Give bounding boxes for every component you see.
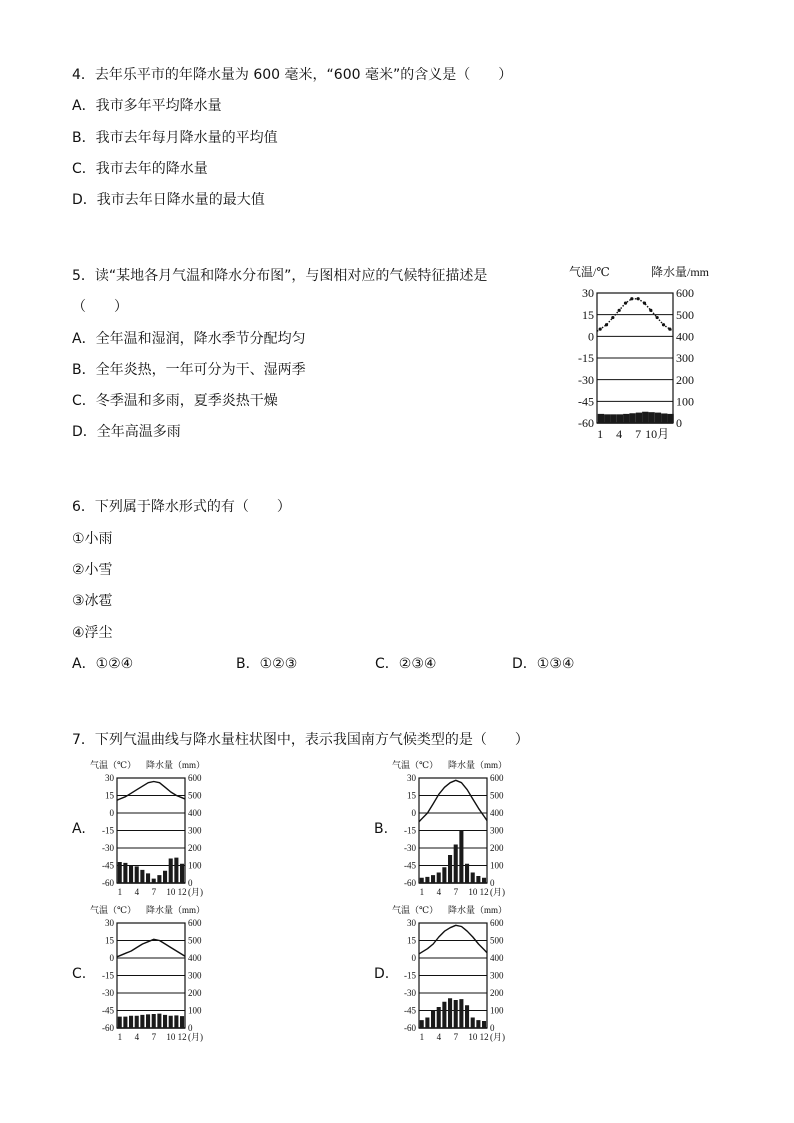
temp-tick-label: 0 bbox=[411, 808, 416, 819]
precip-bar bbox=[140, 1015, 144, 1028]
precip-tick-label: 0 bbox=[188, 878, 193, 889]
q6-item-3: ③冰雹 bbox=[72, 593, 113, 609]
precip-bar bbox=[163, 1015, 167, 1028]
x-tick-label: 4 bbox=[436, 887, 442, 897]
temperature-point bbox=[599, 328, 602, 331]
precip-bar bbox=[636, 413, 642, 423]
temp-tick-label: 15 bbox=[407, 935, 416, 946]
x-unit-label: (月) bbox=[490, 887, 505, 897]
precip-tick-label: 500 bbox=[188, 790, 202, 801]
temp-tick-label: 15 bbox=[582, 307, 594, 322]
precip-tick-label: 500 bbox=[490, 790, 504, 801]
temperature-point bbox=[656, 316, 659, 319]
x-tick-label: 7 bbox=[635, 427, 642, 441]
q6-item-1: ①小雨 bbox=[72, 531, 113, 547]
x-tick-label: 10月 bbox=[645, 427, 670, 441]
precip-bar bbox=[157, 1014, 161, 1028]
temp-tick-label: 30 bbox=[582, 286, 594, 301]
q7-chart-c bbox=[88, 903, 238, 1043]
x-tick-label: 1 bbox=[419, 887, 425, 897]
temperature-point bbox=[611, 316, 614, 319]
temp-axis-label: 气温/℃ bbox=[569, 265, 610, 279]
precip-bar bbox=[465, 1005, 469, 1028]
x-unit-label: (月) bbox=[188, 887, 203, 897]
precip-bar bbox=[425, 877, 429, 883]
precip-bar bbox=[420, 878, 424, 883]
temp-tick-label: 0 bbox=[109, 808, 114, 819]
precip-tick-label: 300 bbox=[188, 970, 202, 981]
temp-tick-label: -30 bbox=[578, 372, 594, 387]
precip-tick-label: 100 bbox=[676, 394, 694, 409]
q5-stem: 5．读“某地各月气温和降水分布图”，与图相对应的气候特征描述是 bbox=[72, 268, 488, 284]
precip-tick-label: 600 bbox=[676, 286, 694, 301]
precip-tick-label: 0 bbox=[188, 1023, 193, 1034]
temperature-point bbox=[643, 302, 646, 305]
precip-tick-label: 300 bbox=[676, 351, 694, 366]
precip-bar bbox=[482, 1021, 486, 1028]
temp-tick-label: -45 bbox=[102, 860, 114, 871]
temp-tick-label: -30 bbox=[102, 988, 114, 999]
q4-stem: 4．去年乐平市的年降水量为 600 毫米，“600 毫米”的含义是（ ） bbox=[72, 67, 513, 83]
precip-bar bbox=[169, 859, 173, 884]
temp-tick-label: 0 bbox=[588, 329, 594, 344]
precip-bar bbox=[163, 871, 167, 883]
precip-bar bbox=[140, 870, 144, 883]
x-tick-label: 1 bbox=[117, 887, 123, 897]
precip-bar bbox=[129, 1016, 133, 1028]
temp-tick-label: -60 bbox=[404, 1023, 416, 1034]
q6-stem: 6．下列属于降水形式的有（ ） bbox=[72, 499, 291, 515]
temperature-point bbox=[668, 328, 671, 331]
x-tick-label: 4 bbox=[134, 1032, 140, 1042]
x-tick-label: 10 bbox=[468, 1032, 478, 1042]
temperature-curve bbox=[117, 939, 185, 957]
temp-tick-label: -60 bbox=[102, 878, 114, 889]
temperature-point bbox=[618, 309, 621, 312]
precip-tick-label: 500 bbox=[188, 935, 202, 946]
precip-bar bbox=[431, 875, 435, 883]
precip-bar bbox=[442, 867, 446, 883]
temperature-point bbox=[624, 302, 627, 305]
precip-bar bbox=[123, 863, 127, 883]
precip-bar bbox=[459, 831, 463, 884]
precip-bar bbox=[174, 1015, 178, 1028]
q5-climate-chart bbox=[555, 258, 730, 448]
precip-tick-label: 500 bbox=[676, 307, 694, 322]
precip-tick-label: 0 bbox=[490, 878, 495, 889]
q5-option-a: A．全年温和湿润，降水季节分配均匀 bbox=[72, 331, 306, 347]
precip-bar bbox=[617, 414, 623, 423]
precip-bar bbox=[642, 412, 648, 423]
precip-bar bbox=[431, 1011, 435, 1029]
q7-letter-c: C. bbox=[72, 966, 87, 982]
precip-bar bbox=[425, 1018, 429, 1029]
q4-option-c: C．我市去年的降水量 bbox=[72, 161, 208, 177]
temperature-curve bbox=[419, 780, 487, 821]
precip-tick-label: 100 bbox=[490, 1005, 504, 1016]
temp-tick-label: 30 bbox=[105, 773, 114, 784]
x-tick-label: 10 bbox=[166, 887, 176, 897]
temp-tick-label: 30 bbox=[407, 773, 416, 784]
x-tick-label: 7 bbox=[151, 1032, 157, 1042]
precip-tick-label: 400 bbox=[188, 808, 202, 819]
precip-bar bbox=[180, 1016, 184, 1028]
precip-axis-label: 降水量（mm） bbox=[146, 760, 206, 770]
temp-axis-label: 气温（℃） bbox=[392, 905, 439, 915]
precip-axis-label: 降水量（mm） bbox=[448, 760, 508, 770]
precip-bar bbox=[135, 866, 139, 883]
precip-tick-label: 0 bbox=[676, 416, 682, 431]
x-unit-label: (月) bbox=[188, 1032, 203, 1042]
precip-bar bbox=[169, 1016, 173, 1028]
precip-bar bbox=[629, 413, 635, 423]
temp-tick-label: 15 bbox=[407, 790, 416, 801]
precip-bar bbox=[118, 862, 122, 883]
precip-bar bbox=[604, 414, 610, 423]
precip-bar bbox=[623, 414, 629, 423]
temperature-point bbox=[630, 297, 633, 300]
x-tick-label: 4 bbox=[134, 887, 140, 897]
temp-axis-label: 气温（℃） bbox=[90, 760, 137, 770]
temp-tick-label: -15 bbox=[404, 970, 416, 981]
temperature-point bbox=[637, 297, 640, 300]
q5-stem-bracket: （ ） bbox=[72, 299, 128, 315]
q5-option-c: C．冬季温和多雨，夏季炎热干燥 bbox=[72, 393, 278, 409]
temperature-curve bbox=[117, 782, 185, 801]
precip-bar bbox=[180, 864, 184, 883]
temp-tick-label: -30 bbox=[404, 843, 416, 854]
x-tick-label: 12 bbox=[177, 1032, 187, 1042]
temp-tick-label: -45 bbox=[404, 1005, 416, 1016]
x-tick-label: 10 bbox=[166, 1032, 176, 1042]
x-tick-label: 12 bbox=[177, 887, 187, 897]
q6-item-2: ②小雪 bbox=[72, 562, 113, 578]
x-tick-label: 10 bbox=[468, 887, 478, 897]
temp-tick-label: -45 bbox=[578, 394, 594, 409]
temp-tick-label: 0 bbox=[411, 953, 416, 964]
precip-axis-label: 降水量（mm） bbox=[448, 905, 508, 915]
precip-bar bbox=[420, 1020, 424, 1028]
temp-tick-label: -15 bbox=[578, 351, 594, 366]
precip-bar bbox=[174, 858, 178, 883]
precip-bar bbox=[471, 873, 475, 884]
q6-option-d: D．①③④ bbox=[512, 656, 575, 672]
x-tick-label: 1 bbox=[419, 1032, 425, 1042]
precip-axis-label: 降水量（mm） bbox=[146, 905, 206, 915]
precip-tick-label: 500 bbox=[490, 935, 504, 946]
q7-chart-d bbox=[390, 903, 540, 1043]
precip-bar bbox=[442, 1002, 446, 1028]
temp-tick-label: -60 bbox=[578, 416, 594, 431]
x-tick-label: 7 bbox=[453, 1032, 459, 1042]
q7-letter-a: A. bbox=[72, 821, 86, 837]
q7-chart-b bbox=[390, 758, 540, 898]
q5-option-d: D．全年高温多雨 bbox=[72, 424, 181, 440]
q5-option-b: B．全年炎热，一年可分为干、湿两季 bbox=[72, 362, 306, 378]
q6-option-c: C．②③④ bbox=[375, 656, 437, 672]
precip-bar bbox=[661, 413, 667, 423]
q4-option-a: A．我市多年平均降水量 bbox=[72, 98, 222, 114]
precip-tick-label: 600 bbox=[490, 773, 504, 784]
precip-tick-label: 100 bbox=[490, 860, 504, 871]
q6-item-4: ④浮尘 bbox=[72, 625, 113, 641]
temp-tick-label: -30 bbox=[404, 988, 416, 999]
q7-chart-a bbox=[88, 758, 238, 898]
q7-letter-b: B. bbox=[374, 821, 389, 837]
temperature-point bbox=[662, 323, 665, 326]
precip-bar bbox=[437, 873, 441, 884]
precip-bar bbox=[146, 873, 150, 883]
precip-bar bbox=[152, 1014, 156, 1028]
precip-tick-label: 0 bbox=[490, 1023, 495, 1034]
precip-tick-label: 200 bbox=[490, 843, 504, 854]
precip-bar bbox=[448, 855, 452, 883]
q6-option-a: A．①②④ bbox=[72, 656, 134, 672]
precip-bar bbox=[448, 998, 452, 1028]
temp-tick-label: 0 bbox=[109, 953, 114, 964]
x-tick-label: 4 bbox=[616, 427, 623, 441]
precip-bar bbox=[482, 878, 486, 883]
temp-tick-label: -30 bbox=[102, 843, 114, 854]
temp-tick-label: -60 bbox=[102, 1023, 114, 1034]
temp-axis-label: 气温（℃） bbox=[392, 760, 439, 770]
precip-bar bbox=[118, 1017, 122, 1028]
temp-tick-label: 30 bbox=[407, 918, 416, 929]
precip-tick-label: 200 bbox=[188, 843, 202, 854]
precip-axis-label: 降水量/mm bbox=[651, 265, 710, 279]
x-tick-label: 12 bbox=[479, 887, 489, 897]
temp-tick-label: -15 bbox=[102, 970, 114, 981]
precip-bar bbox=[471, 1018, 475, 1029]
temp-tick-label: 15 bbox=[105, 790, 114, 801]
temp-tick-label: -15 bbox=[102, 825, 114, 836]
precip-bar bbox=[454, 1000, 458, 1028]
precip-tick-label: 400 bbox=[490, 953, 504, 964]
precip-tick-label: 300 bbox=[490, 825, 504, 836]
x-tick-label: 7 bbox=[453, 887, 459, 897]
temp-tick-label: -45 bbox=[404, 860, 416, 871]
precip-bar bbox=[135, 1016, 139, 1028]
precip-bar bbox=[123, 1017, 127, 1028]
precip-tick-label: 200 bbox=[188, 988, 202, 999]
temperature-point bbox=[605, 323, 608, 326]
precip-bar bbox=[476, 1020, 480, 1028]
precip-tick-label: 400 bbox=[188, 953, 202, 964]
q4-option-b: B．我市去年每月降水量的平均值 bbox=[72, 130, 278, 146]
precip-tick-label: 600 bbox=[188, 773, 202, 784]
precip-bar bbox=[454, 845, 458, 884]
temp-tick-label: 30 bbox=[105, 918, 114, 929]
precip-bar bbox=[465, 864, 469, 883]
temp-tick-label: 15 bbox=[105, 935, 114, 946]
q7-letter-d: D. bbox=[374, 966, 390, 982]
temp-tick-label: -60 bbox=[404, 878, 416, 889]
precip-bar bbox=[476, 876, 480, 883]
precip-tick-label: 300 bbox=[490, 970, 504, 981]
precip-bar bbox=[610, 414, 616, 423]
precip-tick-label: 200 bbox=[676, 372, 694, 387]
precip-tick-label: 600 bbox=[490, 918, 504, 929]
x-tick-label: 1 bbox=[117, 1032, 123, 1042]
temp-tick-label: -45 bbox=[102, 1005, 114, 1016]
precip-tick-label: 600 bbox=[188, 918, 202, 929]
precip-bar bbox=[459, 999, 463, 1028]
x-tick-label: 1 bbox=[597, 427, 604, 441]
x-tick-label: 4 bbox=[436, 1032, 442, 1042]
precip-tick-label: 400 bbox=[676, 329, 694, 344]
precip-tick-label: 100 bbox=[188, 1005, 202, 1016]
q7-stem: 7．下列气温曲线与降水量柱状图中，表示我国南方气候类型的是（ ） bbox=[72, 732, 529, 748]
temperature-curve bbox=[419, 925, 487, 954]
q4-option-d: D．我市去年日降水量的最大值 bbox=[72, 192, 265, 208]
precip-bar bbox=[437, 1007, 441, 1028]
q6-option-b: B．①②③ bbox=[236, 656, 298, 672]
precip-tick-label: 400 bbox=[490, 808, 504, 819]
precip-bar bbox=[157, 875, 161, 883]
precip-tick-label: 300 bbox=[188, 825, 202, 836]
precip-bar bbox=[667, 414, 673, 423]
precip-bar bbox=[598, 414, 604, 423]
precip-bar bbox=[146, 1014, 150, 1028]
precip-bar bbox=[648, 412, 654, 423]
precip-bar bbox=[655, 413, 661, 423]
precip-tick-label: 100 bbox=[188, 860, 202, 871]
x-tick-label: 7 bbox=[151, 887, 157, 897]
x-tick-label: 12 bbox=[479, 1032, 489, 1042]
temp-axis-label: 气温（℃） bbox=[90, 905, 137, 915]
x-unit-label: (月) bbox=[490, 1032, 505, 1042]
precip-bar bbox=[152, 879, 156, 883]
temperature-point bbox=[649, 309, 652, 312]
precip-bar bbox=[129, 866, 133, 884]
precip-tick-label: 200 bbox=[490, 988, 504, 999]
temp-tick-label: -15 bbox=[404, 825, 416, 836]
